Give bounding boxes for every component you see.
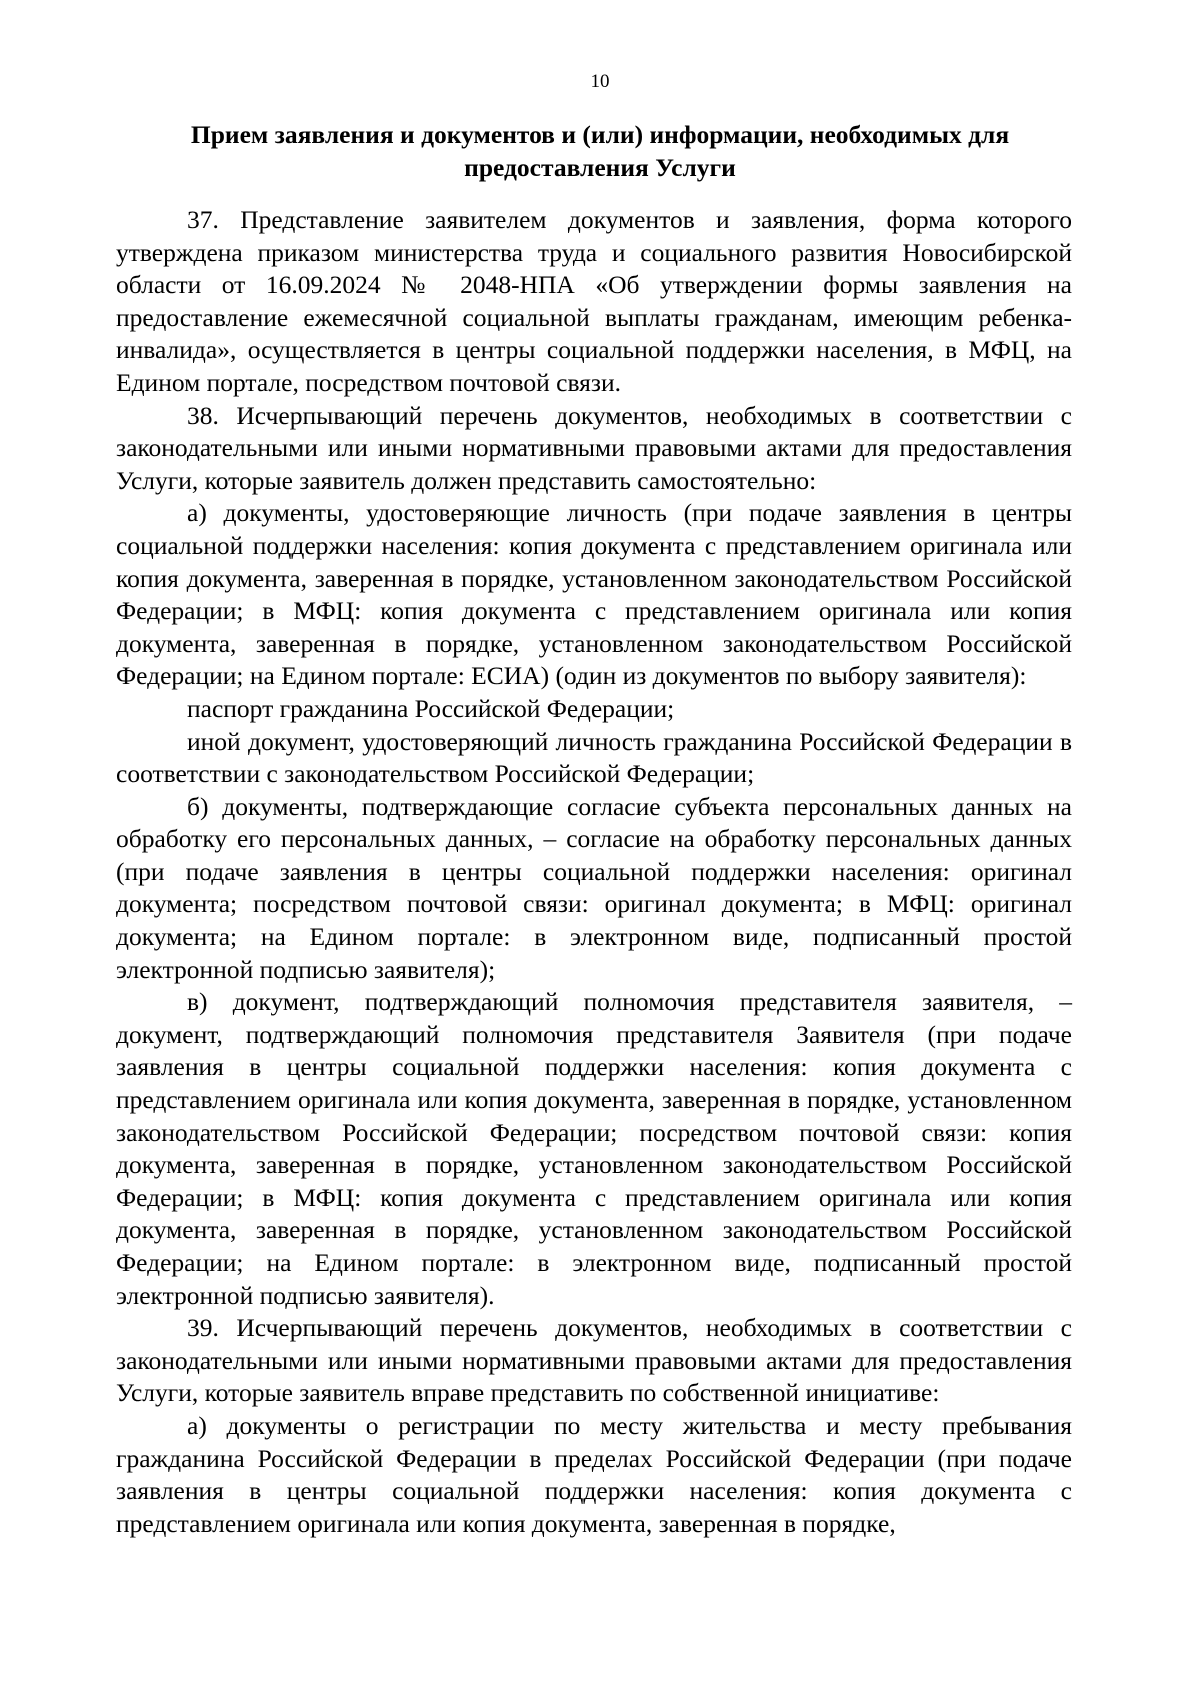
paragraph-38-item-b: б) документы, подтверждающие согласие субъекта персональных данных на обработку его персональных данных, – согласие на обработку персональных данных (при подаче заявления в центры социальной поддержки населения: оригинал документа; посредством почтовой связи: оригинал документа; в МФЦ: оригинал документа; на Едином портале: в электронном виде, подписанный простой электронной подписью заявителя); <box>116 791 1072 984</box>
paragraph-39: 39. Исчерпывающий перечень документов, необходимых в соответствии с законодательными или иными нормативными правовыми актами для предоставления Услуги, которые заявитель вправе представить по собственной инициативе: <box>116 1313 1072 1408</box>
paragraph-38-item-a-other-id: иной документ, удостоверяющий личность гражданина Российской Федерации в соответствии с законодательством Российской Федерации; <box>116 726 1072 789</box>
page-number: 10 <box>590 71 610 92</box>
section-heading-line-1: Прием заявления и документов и (или) информации, необходимых для <box>190 120 1010 149</box>
paragraph-38: 38. Исчерпывающий перечень документов, необходимых в соответствии с законодательными или иными нормативными правовыми актами для предоставления Услуги, которые заявитель должен представить самостоятельно: <box>116 400 1072 495</box>
section-heading-line-2: предоставления Услуги <box>464 153 736 182</box>
paragraph-37: 37. Представление заявителем документов и заявления, форма которого утверждена приказом министерства труда и социального развития Новосибирской области от 16.09.2024 № 2048-НПА «Об утверждении формы заявления на предоставление ежемесячной социальной выплаты гражданам, имеющим ребенка-инвалида», осуществляется в центры социальной поддержки населения, в МФЦ, на Едином портале, посредством почтовой связи. <box>116 205 1072 397</box>
document-body <box>116 204 1072 1540</box>
paragraph-39-item-a: а) документы о регистрации по месту жительства и месту пребывания гражданина Российской Федерации в пределах Российской Федерации (при подаче заявления в центры социальной поддержки населения: копия документа с представлением оригинала или копия документа, заверенная в порядке, <box>116 1410 1072 1538</box>
paragraph-38-item-a: а) документы, удостоверяющие личность (при подаче заявления в центры социальной поддержки населения: копия документа с представлением оригинала или копия документа, заверенная в порядке, установленном законодательством Российской Федерации; в МФЦ: копия документа с представлением оригинала или копия документа, заверенная в порядке, установленном законодательством Российской Федерации; на Едином портале: ЕСИА) (один из документов по выбору заявителя): <box>116 498 1072 691</box>
paragraph-38-item-a-passport: паспорт гражданина Российской Федерации; <box>187 693 675 723</box>
paragraph-38-item-v: в) документ, подтверждающий полномочия представителя заявителя, – документ, подтверждающий полномочия представителя Заявителя (при подаче заявления в центры социальной поддержки населения: копия документа с представлением оригинала или копия документа, заверенная в порядке, установленном законодательством Российской Федерации; посредством почтовой связи: копия документа, заверенная в порядке, установленном законодательством Российской Федерации; в МФЦ: копия документа с представлением оригинала или копия документа, заверенная в порядке, установленном законодательством Российской Федерации; на Едином портале: в электронном виде, подписанный простой электронной подписью заявителя). <box>116 987 1072 1310</box>
section-heading <box>140 118 1060 184</box>
